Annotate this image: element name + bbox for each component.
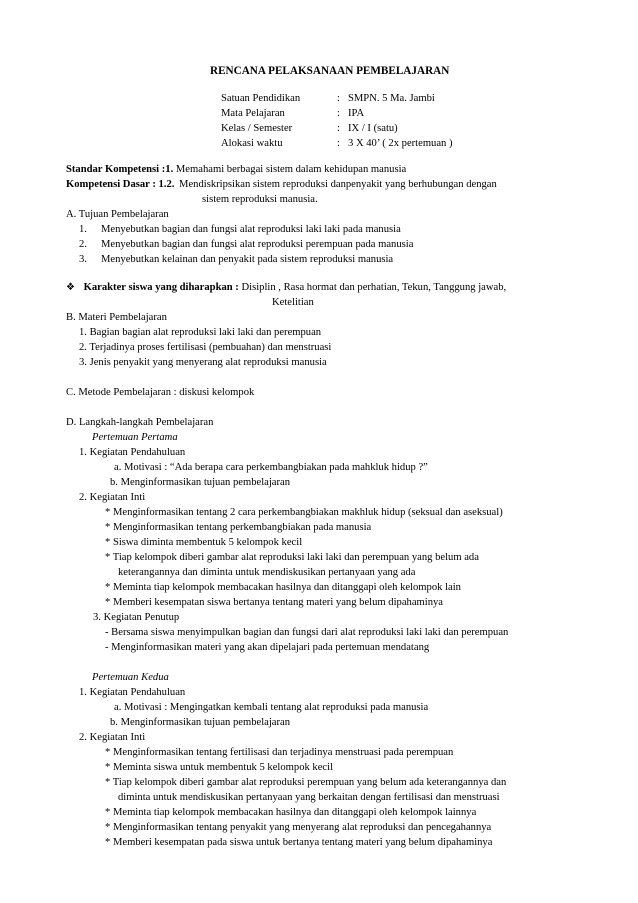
kompetensi-dasar — [66, 178, 497, 192]
materi-heading: B. Materi Pembelajaran — [66, 312, 167, 323]
identity-colon: : — [337, 138, 340, 149]
identity-colon: : — [337, 93, 340, 104]
identity-value: SMPN. 5 Ma. Jambi — [348, 93, 435, 104]
kompetensi-dasar-text: Mendiskripsikan sistem reproduksi danpenyakit yang berhubungan dengan — [179, 179, 497, 190]
karakter-label: Karakter siswa yang diharapkan : — [83, 282, 239, 293]
kegiatan-pendahuluan: 1. Kegiatan Pendahuluan — [79, 687, 186, 698]
inti-item: * Memberi kesempatan siswa bertanya tentang materi yang belum dipahaminya — [105, 597, 444, 608]
inti-item: * Menginformasikan tentang penyakit yang menyerang alat reproduksi dan pencegahannya — [105, 822, 492, 833]
inti-item: * Menginformasikan tentang perkembangbiakan pada manusia — [105, 522, 372, 533]
inti-item: * Meminta tiap kelompok membacakan hasilnya dan ditanggapi oleh kelompok lain — [105, 582, 461, 593]
identity-label: Satuan Pendidikan — [221, 93, 301, 104]
tujuan-item-num: 2. — [79, 239, 87, 250]
kegiatan-pendahuluan: 1. Kegiatan Pendahuluan — [79, 447, 186, 458]
pendahuluan-item: a. Motivasi : “Ada berapa cara perkembangbiakan pada mahkluk hidup ?” — [114, 462, 428, 473]
standar-kompetensi-text: Memahami berbagai sistem dalam kehidupan manusia — [175, 164, 407, 175]
tujuan-item-text: Menyebutkan bagian dan fungsi alat reproduksi laki laki pada manusia — [101, 224, 401, 235]
inti-item: * Menginformasikan tentang 2 cara perkembangbiakan makhluk hidup (seksual dan aseksual) — [105, 507, 503, 518]
penutup-item: - Menginformasikan materi yang akan dipelajari pada pertemuan mendatang — [105, 642, 430, 653]
tujuan-item-text: Menyebutkan kelainan dan penyakit pada sistem reproduksi manusia — [101, 254, 394, 265]
kompetensi-dasar-text-cont: sistem reproduksi manusia. — [202, 194, 318, 205]
pendahuluan-item: b. Menginformasikan tujuan pembelajaran — [110, 477, 291, 488]
identity-label: Kelas / Semester — [221, 123, 293, 134]
pertemuan-2-title: Pertemuan Kedua — [92, 672, 169, 683]
inti-item-cont: diminta untuk mendiskusikan pertanyaan yang berkaitan dengan fertilisasi dan menstruasi — [118, 792, 500, 803]
materi-item: 1. Bagian bagian alat reproduksi laki laki dan perempuan — [79, 327, 322, 338]
karakter-text: Disiplin , Rasa hormat dan perhatian, Tekun, Tanggung jawab, — [241, 282, 507, 293]
standar-kompetensi-label: Standar Kompetensi :1. — [66, 164, 174, 175]
identity-colon: : — [337, 108, 340, 119]
inti-item: * Memberi kesempatan pada siswa untuk bertanya tentang materi yang belum dipahaminya — [105, 837, 493, 848]
materi-item: 2. Terjadinya proses fertilisasi (pembuahan) dan menstruasi — [79, 342, 332, 353]
materi-item: 3. Jenis penyakit yang menyerang alat reproduksi manusia — [79, 357, 327, 368]
tujuan-item-num: 3. — [79, 254, 87, 265]
tujuan-heading: A. Tujuan Pembelajaran — [66, 209, 169, 220]
kegiatan-inti: 2. Kegiatan Inti — [79, 492, 146, 503]
tujuan-item-num: 1. — [79, 224, 87, 235]
karakter-line — [66, 281, 506, 295]
kegiatan-inti: 2. Kegiatan Inti — [79, 732, 146, 743]
metode-heading: C. Metode Pembelajaran : diskusi kelompok — [66, 387, 255, 398]
identity-colon: : — [337, 123, 340, 134]
inti-item: * Meminta siswa untuk membentuk 5 kelompok kecil — [105, 762, 334, 773]
kompetensi-dasar-label: Kompetensi Dasar : 1.2. — [66, 179, 175, 190]
inti-item: * Tiap kelompok diberi gambar alat reproduksi laki laki dan perempuan yang belum ada — [105, 552, 479, 563]
inti-item: * Meminta tiap kelompok membacakan hasilnya dan ditanggapi oleh kelompok lainnya — [105, 807, 477, 818]
penutup-item: - Bersama siswa menyimpulkan bagian dan fungsi dari alat reproduksi laki laki dan perempuan — [105, 627, 509, 638]
identity-value: IX / I (satu) — [348, 123, 398, 134]
diamond-bullet-icon: ❖ — [66, 282, 75, 293]
kegiatan-penutup: 3. Kegiatan Penutup — [93, 612, 180, 623]
identity-value: IPA — [348, 108, 365, 119]
identity-value: 3 X 40’ ( 2x pertemuan ) — [348, 138, 453, 149]
inti-item-cont: keterangannya dan diminta untuk mendiskusikan pertanyaan yang ada — [118, 567, 416, 578]
identity-label: Alokasi waktu — [221, 138, 283, 149]
inti-item: * Menginformasikan tentang fertilisasi dan terjadinya menstruasi pada perempuan — [105, 747, 454, 758]
inti-item: * Siswa diminta membentuk 5 kelompok kecil — [105, 537, 303, 548]
pendahuluan-item: a. Motivasi : Mengingatkan kembali tentang alat reproduksi pada manusia — [114, 702, 429, 713]
inti-item: * Tiap kelompok diberi gambar alat reproduksi perempuan yang belum ada keterangannya dan — [105, 777, 507, 788]
identity-label: Mata Pelajaran — [221, 108, 285, 119]
standar-kompetensi — [66, 163, 406, 177]
document-title: RENCANA PELAKSANAAN PEMBELAJARAN — [210, 65, 450, 77]
langkah-heading: D. Langkah-langkah Pembelajaran — [66, 417, 214, 428]
pertemuan-1-title: Pertemuan Pertama — [92, 432, 178, 443]
tujuan-item-text: Menyebutkan bagian dan fungsi alat reproduksi perempuan pada manusia — [101, 239, 414, 250]
pendahuluan-item: b. Menginformasikan tujuan pembelajaran — [110, 717, 291, 728]
karakter-text-cont: Ketelitian — [272, 297, 314, 308]
